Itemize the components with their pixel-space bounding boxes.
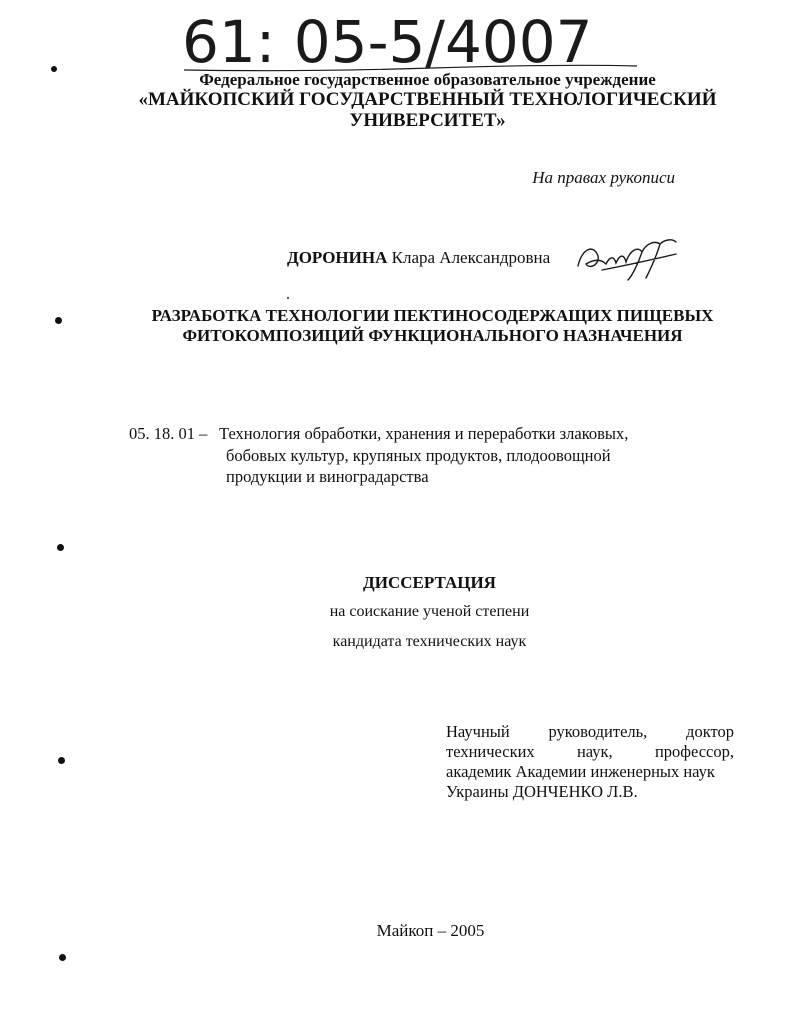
- signature-stroke: [578, 240, 676, 280]
- supervisor-word: наук,: [576, 742, 613, 761]
- supervisor-line-3: академик Академии инженерных наук: [446, 762, 715, 781]
- supervisor-word: Научный: [446, 722, 510, 741]
- specialty-description-line-1: Технология обработки, хранения и переработки злаковых,: [219, 424, 629, 443]
- university-name-line-2: УНИВЕРСИТЕТ»: [349, 110, 506, 131]
- supervisor-word: профессор,: [654, 742, 734, 761]
- supervisor-line-1: [446, 722, 734, 742]
- specialty-description-line-3: продукции и виноградарства: [226, 467, 429, 486]
- author-surname: ДОРОНИНА: [287, 248, 388, 267]
- supervisor-word: доктор: [686, 722, 734, 741]
- punch-hole-mark: [58, 757, 65, 764]
- university-name-line-1: «МАЙКОПСКИЙ ГОСУДАРСТВЕННЫЙ ТЕХНОЛОГИЧЕСКИЙ: [138, 89, 717, 110]
- institution-name: Федеральное государственное образовательное учреждение: [199, 70, 656, 89]
- specialty-code: 05. 18. 01 –: [129, 424, 208, 443]
- scan-speck: [287, 297, 289, 299]
- degree-line-1: на соискание ученой степени: [329, 603, 530, 620]
- supervisor-line-4: Украины ДОНЧЕНКО Л.В.: [446, 782, 638, 801]
- author-name: [287, 248, 550, 268]
- specialty-description-line-2: бобовых культур, крупяных продуктов, плодоовощной: [226, 446, 611, 465]
- handwritten-archive-code-text: 61: 05-5/4007: [182, 8, 593, 74]
- manuscript-rights-note: На правах рукописи: [532, 168, 675, 187]
- punch-hole-mark: [59, 954, 66, 961]
- city-and-year: Майкоп – 2005: [376, 921, 485, 940]
- dissertation-topic-line-2: ФИТОКОМПОЗИЦИЙ ФУНКЦИОНАЛЬНОГО НАЗНАЧЕНИЯ: [182, 326, 683, 345]
- punch-hole-mark: [57, 544, 64, 551]
- author-signature: [572, 236, 682, 282]
- supervisor-word: технических: [446, 742, 535, 761]
- supervisor-line-2: [446, 742, 734, 762]
- document-type-heading: ДИССЕРТАЦИЯ: [363, 573, 496, 592]
- author-given-names: Клара Александровна: [391, 248, 551, 267]
- supervisor-word: руководитель,: [548, 722, 648, 741]
- scientific-supervisor-block: [446, 722, 734, 802]
- dissertation-topic-line-1: РАЗРАБОТКА ТЕХНОЛОГИИ ПЕКТИНОСОДЕРЖАЩИХ ПИЩЕВЫХ: [151, 306, 714, 325]
- handwritten-archive-code: [182, 8, 642, 74]
- degree-line-2: кандидата технических наук: [332, 633, 527, 650]
